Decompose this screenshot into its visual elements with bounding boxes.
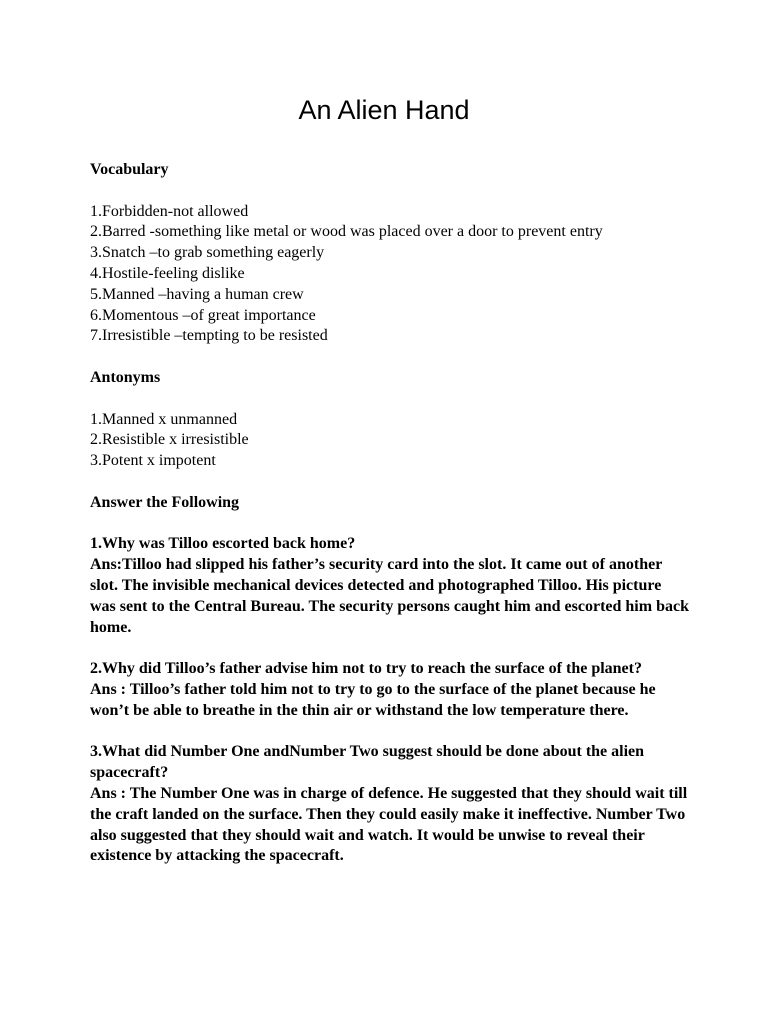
- question-text: 3.What did Number One andNumber Two suggest should be done about the alien spacecraft?: [90, 743, 645, 782]
- vocabulary-heading: Vocabulary: [90, 161, 169, 178]
- qa-block: [90, 534, 690, 638]
- antonyms-list: [90, 410, 690, 472]
- vocabulary-item: 4.Hostile-feeling dislike: [90, 264, 245, 282]
- vocabulary-item: 5.Manned –having a human crew: [90, 285, 304, 303]
- answer-text: Ans:Tilloo had slipped his father’s security card into the slot. It came out of another slot. The invisible mechanical devices detected and photographed Tilloo. His picture was sent to the Central Bureau. The security persons caught him and escorted him back home.: [90, 556, 689, 636]
- vocabulary-item: 3.Snatch –to grab something eagerly: [90, 244, 325, 262]
- question-text: 1.Why was Tilloo escorted back home?: [90, 535, 356, 553]
- antonym-item: 2.Resistible x irresistible: [90, 431, 249, 449]
- document-body: [90, 160, 690, 867]
- antonym-item: 3.Potent x impotent: [90, 452, 216, 470]
- vocabulary-list: [90, 202, 690, 348]
- antonyms-heading: Antonyms: [90, 368, 161, 386]
- qa-block: [90, 742, 690, 867]
- vocabulary-item: 6.Momentous –of great importance: [90, 306, 316, 324]
- vocabulary-item: 1.Forbidden-not allowed: [90, 202, 249, 220]
- answers-heading: Answer the Following: [90, 493, 240, 511]
- answer-text: Ans : Tilloo’s father told him not to try to go to the surface of the planet because he won’t be able to breathe in the thin air or withstand the low temperature there.: [90, 680, 656, 719]
- answer-text: Ans : The Number One was in charge of defence. He suggested that they should wait till the craft landed on the surface. Then they could easily make it ineffective. Number Two also suggested that they should wait and watch. It would be unwise to reveal their existence by attacking the spacecraft.: [90, 784, 688, 865]
- page-title: An Alien Hand: [298, 95, 470, 125]
- antonym-item: 1.Manned x unmanned: [90, 410, 238, 428]
- qa-block: [90, 659, 690, 721]
- question-text: 2.Why did Tilloo’s father advise him not to try to reach the surface of the planet?: [90, 660, 642, 678]
- vocabulary-item: 7.Irresistible –tempting to be resisted: [90, 327, 328, 345]
- vocabulary-item: 2.Barred -something like metal or wood was placed over a door to prevent entry: [90, 223, 603, 241]
